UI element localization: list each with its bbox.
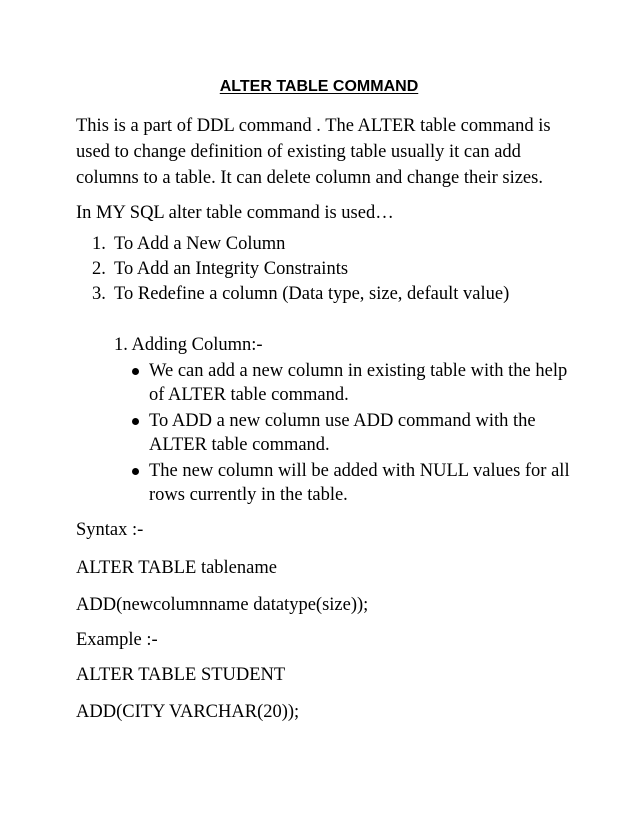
syntax-line: ADD(newcolumnname datatype(size)); — [76, 595, 369, 615]
list-item-text: To Redefine a column (Data type, size, default value) — [114, 284, 510, 304]
syntax-line: ALTER TABLE tablename — [76, 558, 277, 578]
list-number: 3. — [92, 284, 106, 304]
bullet-text: We can add a new column in existing table with the help of ALTER table command. — [149, 361, 568, 405]
list-number: 1. — [92, 234, 106, 254]
uses-list — [92, 232, 509, 307]
bullet-item — [130, 459, 570, 507]
list-item-text: To Add a New Column — [114, 234, 286, 254]
bullet-list — [130, 359, 570, 509]
bullet-icon — [132, 468, 139, 475]
bullet-item — [130, 409, 570, 457]
bullet-icon — [132, 368, 139, 375]
page-title: ALTER TABLE COMMAND — [219, 78, 419, 95]
intro-paragraph: This is a part of DDL command . The ALTER table command is used to change definition of existing table usually it can add columns to a table. It can delete column and change their sizes. — [76, 116, 551, 188]
example-line: ADD(CITY VARCHAR(20)); — [76, 702, 300, 722]
example-label: Example :- — [76, 630, 158, 650]
list-number: 2. — [92, 259, 106, 279]
bullet-icon — [132, 418, 139, 425]
list-item-text: To Add an Integrity Constraints — [114, 259, 349, 279]
syntax-label: Syntax :- — [76, 520, 144, 540]
list-item — [92, 257, 509, 282]
bullet-text: The new column will be added with NULL values for all rows currently in the table. — [149, 461, 570, 505]
intro-line: In MY SQL alter table command is used… — [76, 203, 394, 223]
bullet-item — [130, 359, 570, 407]
bullet-text: To ADD a new column use ADD command with the ALTER table command. — [149, 411, 536, 455]
example-line: ALTER TABLE STUDENT — [76, 665, 286, 685]
list-item — [92, 232, 509, 257]
section-heading: 1. Adding Column:- — [114, 335, 263, 355]
list-item — [92, 282, 509, 307]
